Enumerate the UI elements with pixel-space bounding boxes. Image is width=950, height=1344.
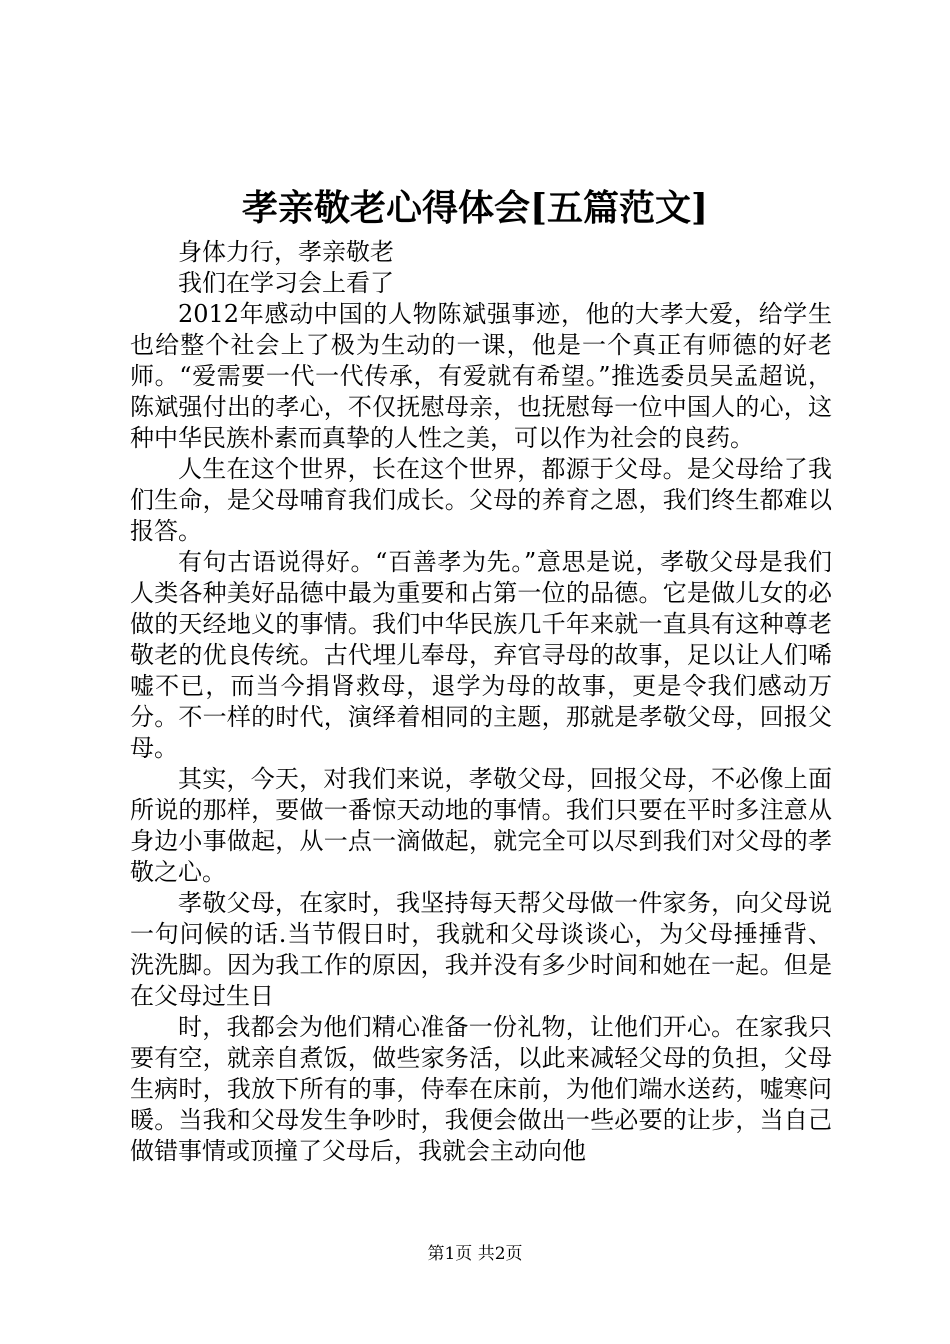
document-title: 孝亲敬老心得体会[五篇范文]: [241, 187, 709, 229]
paragraph-filial-piety-first: 有句古语说得好。“百善孝为先。”意思是说，孝敬父母是我们人类各种美好品德中最为重要和占第一位的品德。它是做儿女的必做的天经地义的事情。我们中华民族几千年来就一直具有这种尊老敬老的优良传统。古代埋儿奉母，弃官寻母的故事，足以让人们唏嘘不已，而当今捐肾救母，退学为母的故事，更是令我们感动万分。不一样的时代，演绎着相同的主题，那就是孝敬父母，回报父母。: [130, 548, 832, 762]
document-body: [130, 237, 832, 1167]
paragraph-intro: 我们在学习会上看了: [178, 269, 394, 297]
paragraph-parents-origin: 人生在这个世界，长在这个世界，都源于父母。是父母给了我们生命，是父母哺育我们成长。父母的养育之恩，我们终生都难以报答。: [130, 455, 832, 545]
paragraph-birthday: 时，我都会为他们精心准备一份礼物，让他们开心。在家我只要有空，就亲自煮饭，做些家务活，以此来减轻父母的负担，父母生病时，我放下所有的事，侍奉在床前，为他们端水送药，嘘寒问暖。当我和父母发生争吵时，我便会做出一些必要的让步，当自己做错事情或顶撞了父母后，我就会主动向他: [130, 1013, 832, 1165]
page-number: 第1页 共2页: [427, 1244, 523, 1264]
paragraph-small-things: 其实，今天，对我们来说，孝敬父母，回报父母，不必像上面所说的那样，要做一番惊天动地的事情。我们只要在平时多注意从身边小事做起，从一点一滴做起，就完全可以尽到我们对父母的孝敬之心。: [130, 765, 832, 886]
paragraph-at-home: 孝敬父母，在家时，我坚持每天帮父母做一件家务，向父母说一句问候的话.当节假日时，我就和父母谈谈心，为父母捶捶背、洗洗脚。因为我工作的原因，我并没有多少时间和她在一起。但是在父母过生日: [130, 889, 832, 1010]
paragraph-subtitle: 身体力行，孝亲敬老: [178, 238, 394, 266]
paragraph-chen-binqiang: 2012年感动中国的人物陈斌强事迹，他的大孝大爱，给学生也给整个社会上了极为生动的一课，他是一个真正有师德的好老师。“爱需要一代一代传承，有爱就有希望。”推选委员吴孟超说，陈斌强付出的孝心，不仅抚慰母亲，也抚慰每一位中国人的心，这种中华民族朴素而真挚的人性之美，可以作为社会的良药。: [130, 300, 832, 452]
